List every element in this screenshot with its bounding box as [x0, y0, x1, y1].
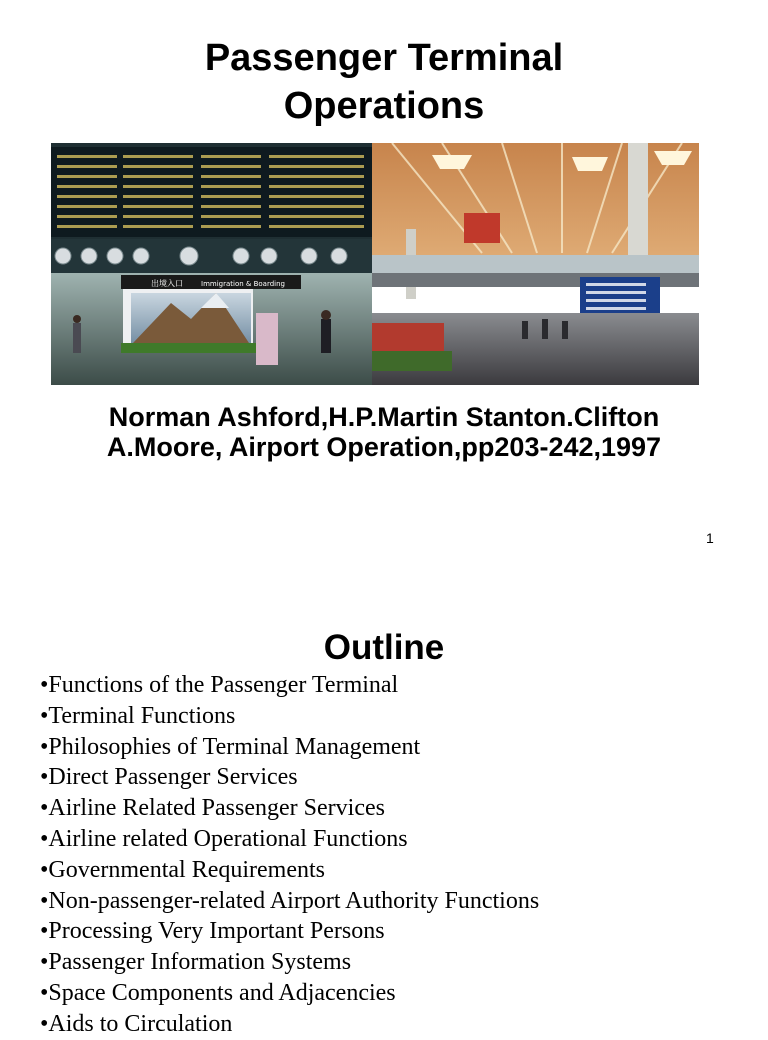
outline-item: •Non-passenger-related Airport Authority Functions — [40, 887, 540, 914]
citation-byline — [0, 402, 768, 462]
outline-list — [40, 670, 539, 1040]
title-line-1: Passenger Terminal — [204, 37, 564, 79]
outline-item: •Airline Related Passenger Services — [40, 795, 385, 822]
outline-slide — [0, 580, 768, 1037]
byline-line-2: A.Moore, Airport Operation,pp203-242,1997 — [106, 432, 662, 462]
outline-item: •Functions of the Passenger Terminal — [40, 672, 399, 698]
outline-item: •Direct Passenger Services — [40, 764, 298, 791]
outline-item: •Governmental Requirements — [40, 856, 325, 883]
outline-item: •Aids to Circulation — [40, 1010, 233, 1037]
slide-title — [0, 34, 768, 130]
departure-board-photo — [51, 143, 372, 385]
title-line-2: Operations — [283, 85, 485, 127]
terminal-hall-photo — [372, 143, 699, 385]
outline-item: •Processing Very Important Persons — [40, 918, 385, 945]
sign-cjk-text: 出境入口 — [151, 279, 183, 288]
outline-item: •Airline related Operational Functions — [40, 825, 408, 852]
outline-item: •Space Components and Adjacencies — [40, 979, 396, 1006]
outline-item: •Philosophies of Terminal Management — [40, 733, 421, 760]
outline-title: Outline — [323, 628, 445, 667]
page-number: 1 — [706, 530, 714, 546]
outline-item: •Terminal Functions — [40, 702, 236, 729]
outline-item: •Passenger Information Systems — [40, 949, 352, 976]
byline-line-1: Norman Ashford,H.P.Martin Stanton.Clifton — [108, 402, 660, 432]
sign-text: Immigration & Boarding — [201, 280, 285, 288]
